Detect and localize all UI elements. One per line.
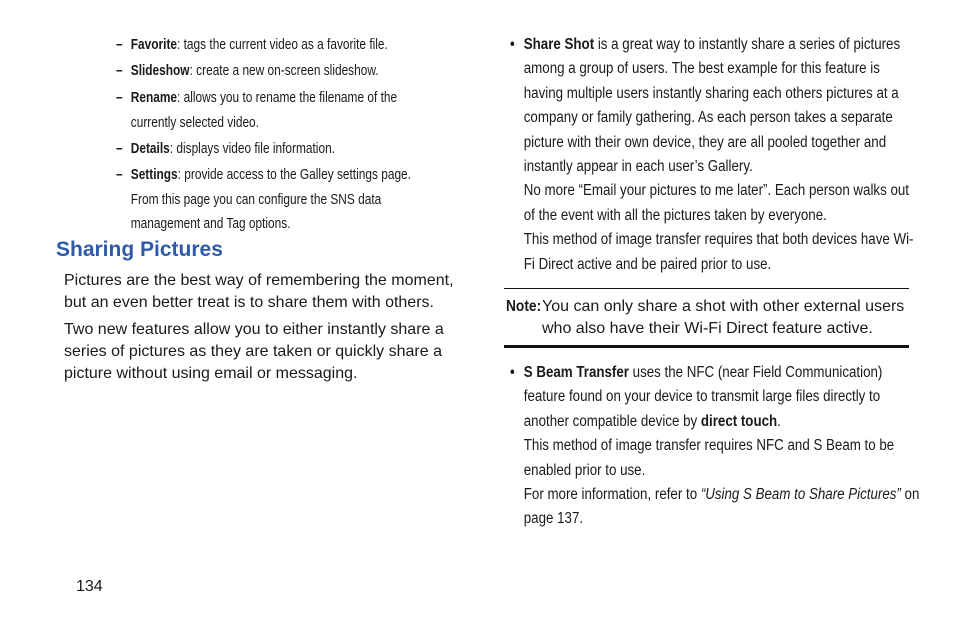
- section-title: Sharing Pictures: [56, 238, 223, 261]
- option-desc: : create a new on-screen slideshow.: [189, 63, 379, 79]
- list-item: [116, 59, 411, 84]
- note-block: [506, 296, 911, 337]
- option-desc: : tags the current video as a favorite file.: [177, 37, 388, 53]
- bullet: •: [510, 36, 515, 53]
- note-text: You can only share a shot with other external users who also have their Wi-Fi Direct feature active.: [542, 298, 905, 337]
- option-term: Settings: [130, 167, 178, 183]
- list-item: [116, 163, 411, 237]
- dash-bullet: –: [116, 63, 123, 79]
- refer-suffix: on page 137.: [523, 486, 920, 528]
- list-item: [116, 86, 411, 135]
- s-beam-term: S Beam Transfer: [523, 364, 629, 381]
- dash-bullet: –: [116, 141, 123, 157]
- note-top-rule: [504, 288, 909, 289]
- s-beam-para2: This method of image transfer requires NFC and S Beam to be enabled prior to use.: [523, 437, 895, 479]
- dash-bullet: –: [116, 37, 123, 53]
- bullet: •: [510, 364, 515, 381]
- option-desc: : allows you to rename the filename of the currently selected video.: [130, 90, 398, 131]
- list-item: [116, 137, 411, 162]
- note-label: Note:: [506, 298, 542, 315]
- page-number: 134: [76, 578, 103, 595]
- list-item: [116, 33, 411, 58]
- intro-paragraph: Pictures are the best way of remembering the moment, but an even better treat is to share them with others.: [64, 272, 454, 311]
- share-shot-term: Share Shot: [523, 36, 595, 53]
- share-shot-item: [510, 33, 923, 277]
- refer-prefix: For more information, refer to: [523, 486, 701, 504]
- option-desc: : displays video file information.: [169, 141, 335, 157]
- s-beam-para3: [510, 483, 923, 532]
- s-beam-desc: uses the NFC (near Field Communication) feature found on your device to transmit large files directly to another compatible device by: [523, 364, 883, 430]
- s-beam-item: [510, 361, 923, 532]
- dash-bullet: –: [116, 167, 123, 183]
- option-term: Favorite: [130, 37, 178, 53]
- share-shot-desc: is a great way to instantly share a series of pictures among a group of users. The best example for this feature is having multiple users instantly sharing each others pictures at a company or family gathering. As each person takes a separate picture with their own device, they are all pooled together and instantly appear in each user’s Gallery.: [523, 36, 901, 176]
- dash-bullet: –: [116, 90, 123, 106]
- share-shot-para3: This method of image transfer requires that both devices have Wi-Fi Direct active and be paired prior to use.: [523, 231, 914, 273]
- option-desc: : provide access to the Galley settings page. From this page you can configure the SNS data management and Tag options.: [130, 167, 411, 232]
- option-term: Details: [130, 141, 170, 157]
- cross-reference-link[interactable]: “Using S Beam to Share Pictures”: [700, 486, 901, 504]
- direct-touch-text: direct touch: [700, 412, 778, 430]
- features-paragraph: Two new features allow you to either instantly share a series of pictures as they are taken or quickly share a picture without using email or messaging.: [64, 321, 444, 382]
- option-term: Slideshow: [130, 63, 190, 79]
- share-shot-para2: No more “Email your pictures to me later”. Each person walks out of the event with all the pictures taken by everyone.: [523, 182, 909, 224]
- note-bottom-rule: [504, 345, 909, 348]
- option-term: Rename: [130, 90, 178, 106]
- period: .: [777, 412, 781, 430]
